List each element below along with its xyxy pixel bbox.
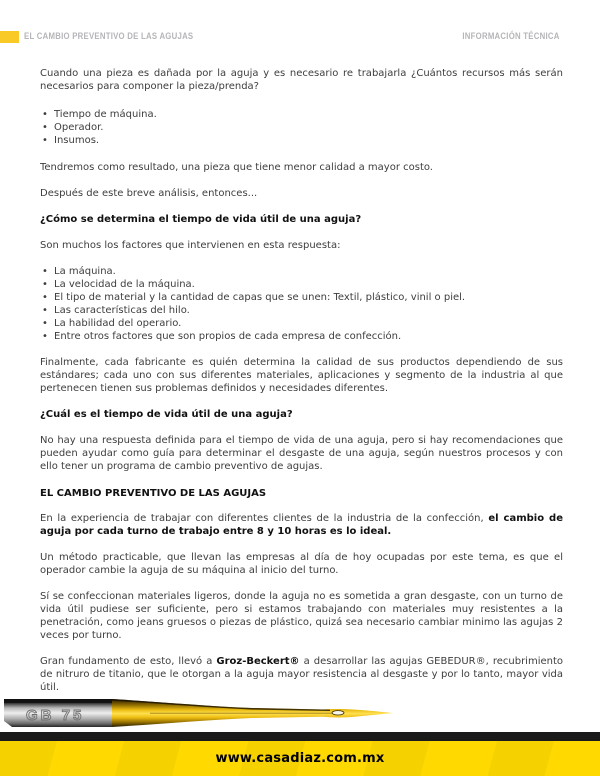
paragraph-analysis: Después de este breve análisis, entonces... — [40, 188, 258, 199]
document-body — [40, 67, 563, 694]
list-item: • El tipo de material y la cantidad de capas que se unen: Textil, plástico, vinil o piel. — [40, 291, 563, 304]
needle-image — [0, 694, 400, 732]
paragraph-experience-bold: el cambio de aguja por cada turno de trabajo entre 8 y 10 horas es lo ideal. — [40, 513, 563, 537]
list-item: • La habilidad del operario. — [40, 317, 563, 330]
needle-engraving: GB 75 — [26, 707, 85, 724]
section-heading-preventive-change: EL CAMBIO PREVENTIVO DE LAS AGUJAS — [40, 488, 267, 499]
list-item: • La velocidad de la máquina. — [40, 278, 563, 291]
list-item: • Las características del hilo. — [40, 304, 563, 317]
question-heading-lifetime-determine: ¿Cómo se determina el tiempo de vida útil de una aguja? — [40, 214, 362, 225]
paragraph-experience-normal: En la experiencia de trabajar con diferentes clientes de la industria de la confección, — [40, 513, 489, 524]
paragraph-rework-question: Cuando una pieza es dañada por la aguja y es necesario re trabajarla ¿Cuántos recursos más serán necesarios para componer la pieza/prenda? — [40, 68, 563, 92]
paragraph-method: Un método practicable, que llevan las empresas al día de hoy ocupadas por este tema, es que el operador cambie la aguja de su máquina al inicio del turno. — [40, 552, 563, 576]
list-item: • Tiempo de máquina. — [40, 108, 563, 121]
list-item: • Insumos. — [40, 134, 563, 147]
header-left-title: EL CAMBIO PREVENTIVO DE LAS AGUJAS — [24, 31, 194, 42]
list-item: • La máquina. — [40, 265, 563, 278]
resource-list — [40, 108, 563, 147]
footer-website-link[interactable]: www.casadiaz.com.mx — [215, 751, 385, 766]
list-item: • Operador. — [40, 121, 563, 134]
paragraph-gebedur — [40, 655, 563, 694]
paragraph-no-defined-answer: No hay una respuesta definida para el tiempo de vida de una aguja, pero si hay recomendaciones que pueden ayudar como guía para determinar el desgaste de una aguja, según nuestros procesos y con ello tener un programa de cambio preventivo de agujas. — [40, 435, 563, 472]
footer-divider-bar — [0, 732, 600, 741]
factors-list — [40, 265, 563, 343]
gebedur-needle-illustration — [0, 694, 400, 732]
header-right-title: INFORMACIÓN TÉCNICA — [462, 31, 560, 42]
question-heading-lifetime: ¿Cuál es el tiempo de vida útil de una aguja? — [40, 409, 293, 420]
header-accent-bar — [0, 31, 19, 43]
paragraph-materials: Sí se confeccionan materiales ligeros, donde la aguja no es sometida a gran desgaste, con un turno de vida útil pudiese ser suficiente, pero si estamos trabajando con materiales muy resistentes a la penetración, como jeans gruesos o piezas de plástico, quizá sea necesario cambiar minimo las agujas 2 veces por turno. — [40, 591, 563, 641]
paragraph-experience — [40, 512, 563, 538]
paragraph-manufacturers: Finalmente, cada fabricante es quién determina la calidad de sus productos dependiendo de sus estándares; cada uno con sus diferentes materiales, aplicaciones y segmento de la industria al que pertenecen tienen sus problemas definidos y necesidades diferentes. — [40, 357, 563, 394]
paragraph-gebedur-pre: Gran fundamento de esto, llevó a — [40, 656, 217, 667]
list-item: • Entre otros factores que son propios de cada empresa de confección. — [40, 330, 563, 343]
paragraph-result: Tendremos como resultado, una pieza que tiene menor calidad a mayor costo. — [40, 162, 433, 173]
needle-eye — [332, 711, 344, 715]
footer-bar — [0, 741, 600, 776]
paragraph-gebedur-post: a desarrollar las agujas GEBEDUR®, recubrimiento de nitruro de titanio, que le otorgan a la aguja mayor resistencia al desgaste y por lo tanto, mayor vida útil. — [40, 656, 564, 693]
brand-groz-beckert: Groz-Beckert® — [216, 656, 300, 667]
paragraph-factors-intro: Son muchos los factores que intervienen en esta respuesta: — [40, 240, 341, 251]
